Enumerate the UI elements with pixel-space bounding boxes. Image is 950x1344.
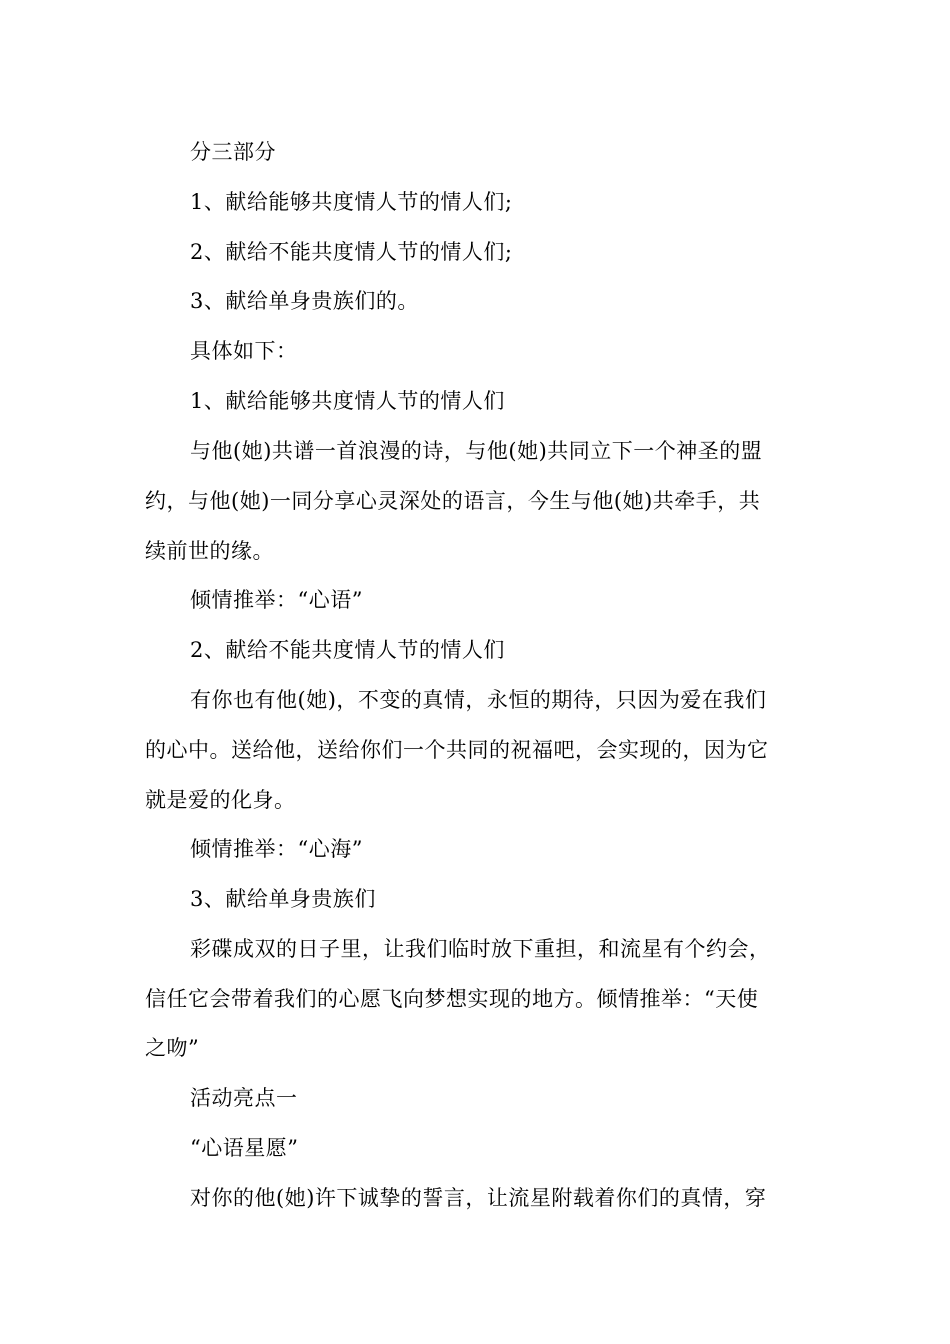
recommendation-line: 倾情推举：“心语” bbox=[190, 588, 363, 612]
paragraph-line: 就是爱的化身。 bbox=[145, 788, 296, 812]
recommendation-line: 倾情推举：“心海” bbox=[190, 837, 363, 861]
section-heading: 活动亮点一 bbox=[190, 1086, 298, 1110]
paragraph-line: 有你也有他(她)，不变的真情，永恒的期待，只因为爱在我们 bbox=[190, 688, 767, 712]
list-item: 2、献给不能共度情人节的情人们; bbox=[190, 240, 513, 264]
list-item: 3、献给单身贵族们的。 bbox=[190, 289, 419, 313]
paragraph-line: 对你的他(她)许下诚挚的誓言，让流星附载着你们的真情，穿 bbox=[190, 1186, 767, 1210]
paragraph-line: 具体如下： bbox=[190, 339, 298, 363]
list-item: 1、献给能够共度情人节的情人们; bbox=[190, 190, 513, 214]
subheading: “心语星愿” bbox=[190, 1136, 299, 1160]
subheading: 1、献给能够共度情人节的情人们 bbox=[190, 389, 505, 413]
paragraph-line: 之吻” bbox=[145, 1036, 200, 1060]
paragraph-line: 续前世的缘。 bbox=[145, 539, 274, 563]
paragraph-line: 信任它会带着我们的心愿飞向梦想实现的地方。倾情推举：“天使 bbox=[145, 987, 759, 1011]
section-heading: 分三部分 bbox=[190, 140, 276, 164]
paragraph-line: 与他(她)共谱一首浪漫的诗，与他(她)共同立下一个神圣的盟 bbox=[190, 439, 763, 463]
paragraph-line: 彩碟成双的日子里，让我们临时放下重担，和流星有个约会， bbox=[190, 937, 771, 961]
paragraph-line: 的心中。送给他，送给你们一个共同的祝福吧，会实现的，因为它 bbox=[145, 738, 769, 762]
subheading: 3、献给单身贵族们 bbox=[190, 887, 376, 911]
subheading: 2、献给不能共度情人节的情人们 bbox=[190, 638, 505, 662]
paragraph-line: 约，与他(她)一同分享心灵深处的语言，今生与他(她)共牵手，共 bbox=[145, 489, 761, 513]
